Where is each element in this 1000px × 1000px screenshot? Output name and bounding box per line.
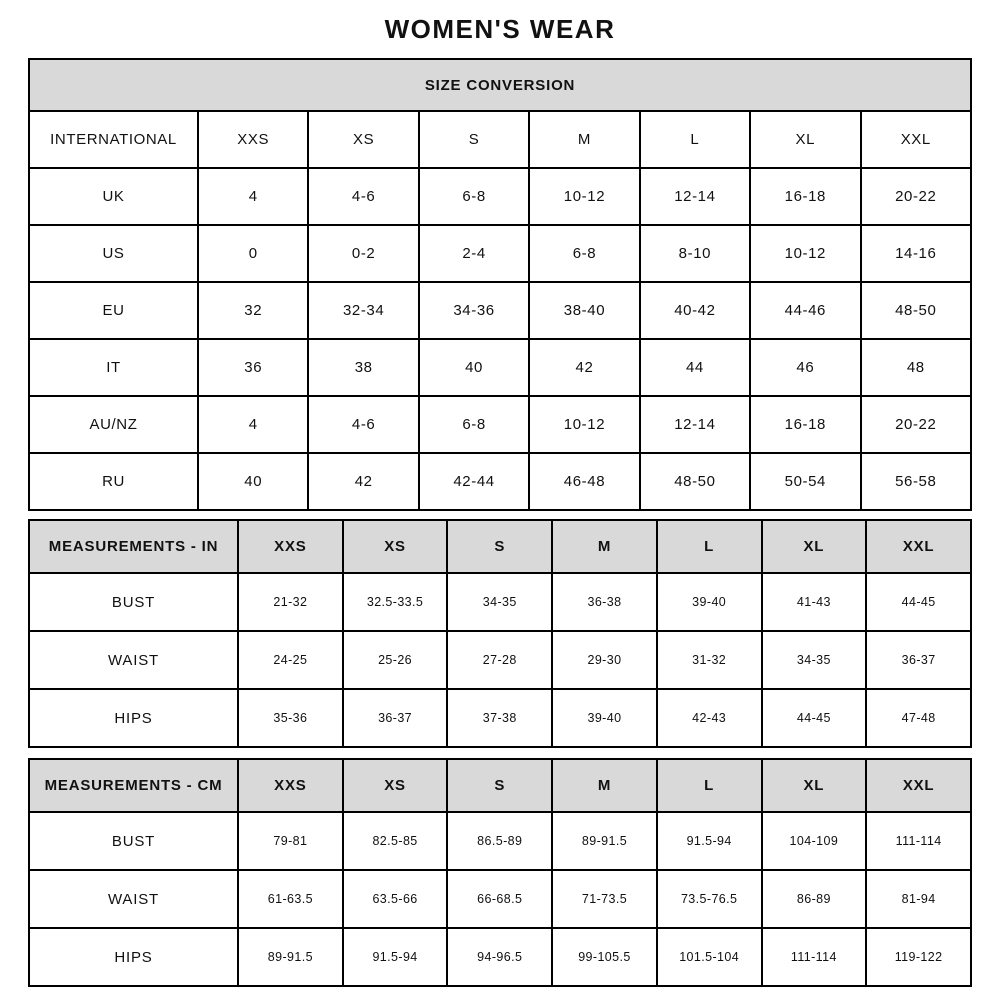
size-conversion-title: SIZE CONVERSION (29, 59, 971, 111)
header-m: M (529, 111, 639, 168)
size-cell: 10-12 (529, 396, 639, 453)
measurement-cell: 32.5-33.5 (343, 573, 448, 631)
size-cell: 6-8 (419, 396, 529, 453)
header-l: L (657, 520, 762, 573)
size-cell: 0-2 (308, 225, 418, 282)
table-row-waist-cm (29, 870, 971, 928)
row-label: BUST (29, 812, 238, 870)
measurement-cell: 99-105.5 (552, 928, 657, 986)
size-cell: 20-22 (861, 396, 971, 453)
header-xxs: XXS (238, 759, 343, 812)
header-xxl: XXL (866, 759, 971, 812)
measurement-cell: 39-40 (657, 573, 762, 631)
size-cell: 46-48 (529, 453, 639, 510)
header-xxs: XXS (198, 111, 308, 168)
measurement-cell: 111-114 (866, 812, 971, 870)
size-cell: 6-8 (529, 225, 639, 282)
measurement-cell: 73.5-76.5 (657, 870, 762, 928)
size-cell: 50-54 (750, 453, 860, 510)
measurement-cell: 37-38 (447, 689, 552, 747)
size-cell: 16-18 (750, 396, 860, 453)
measurement-cell: 119-122 (866, 928, 971, 986)
measurement-cell: 29-30 (552, 631, 657, 689)
header-xs: XS (308, 111, 418, 168)
table-row-uk (29, 168, 971, 225)
size-cell: 40-42 (640, 282, 750, 339)
header-m: M (552, 520, 657, 573)
measurements-in-header-row (29, 520, 971, 573)
measurement-cell: 63.5-66 (343, 870, 448, 928)
measurement-cell: 24-25 (238, 631, 343, 689)
size-cell: 12-14 (640, 168, 750, 225)
measurement-cell: 71-73.5 (552, 870, 657, 928)
row-label: UK (29, 168, 198, 225)
size-cell: 14-16 (861, 225, 971, 282)
header-l: L (657, 759, 762, 812)
size-cell: 38 (308, 339, 418, 396)
measurement-cell: 27-28 (447, 631, 552, 689)
measurement-cell: 44-45 (762, 689, 867, 747)
size-cell: 4 (198, 396, 308, 453)
header-s: S (419, 111, 529, 168)
row-label: RU (29, 453, 198, 510)
measurement-cell: 44-45 (866, 573, 971, 631)
measurement-cell: 41-43 (762, 573, 867, 631)
size-cell: 16-18 (750, 168, 860, 225)
size-cell: 10-12 (529, 168, 639, 225)
table-row-hips-in (29, 689, 971, 747)
header-xl: XL (750, 111, 860, 168)
table-row-aunz (29, 396, 971, 453)
size-cell: 34-36 (419, 282, 529, 339)
measurements-in-title: MEASUREMENTS - IN (29, 520, 238, 573)
size-cell: 56-58 (861, 453, 971, 510)
table-row-ru (29, 453, 971, 510)
header-m: M (552, 759, 657, 812)
measurement-cell: 82.5-85 (343, 812, 448, 870)
size-cell: 46 (750, 339, 860, 396)
measurement-cell: 36-37 (343, 689, 448, 747)
size-cell: 6-8 (419, 168, 529, 225)
header-xxl: XXL (861, 111, 971, 168)
row-label: US (29, 225, 198, 282)
table-title-row (29, 59, 971, 111)
header-s: S (447, 520, 552, 573)
header-international: INTERNATIONAL (29, 111, 198, 168)
measurements-cm-title: MEASUREMENTS - CM (29, 759, 238, 812)
size-cell: 40 (419, 339, 529, 396)
measurements-cm-header-row (29, 759, 971, 812)
measurement-cell: 47-48 (866, 689, 971, 747)
table-row-bust-cm (29, 812, 971, 870)
table-row-us (29, 225, 971, 282)
table-row-hips-cm (29, 928, 971, 986)
measurement-cell: 36-37 (866, 631, 971, 689)
size-cell: 36 (198, 339, 308, 396)
table-row-it (29, 339, 971, 396)
page-title: WOMEN'S WEAR (384, 14, 616, 44)
header-s: S (447, 759, 552, 812)
size-cell: 2-4 (419, 225, 529, 282)
measurements-cm-table (28, 758, 972, 987)
size-cell: 12-14 (640, 396, 750, 453)
table-row-eu (29, 282, 971, 339)
size-cell: 44-46 (750, 282, 860, 339)
measurement-cell: 91.5-94 (343, 928, 448, 986)
measurements-in-table (28, 519, 972, 748)
measurement-cell: 34-35 (762, 631, 867, 689)
measurement-cell: 35-36 (238, 689, 343, 747)
measurement-cell: 79-81 (238, 812, 343, 870)
row-label: WAIST (29, 870, 238, 928)
measurement-cell: 39-40 (552, 689, 657, 747)
row-label: BUST (29, 573, 238, 631)
size-cell: 20-22 (861, 168, 971, 225)
size-cell: 4-6 (308, 396, 418, 453)
row-label: HIPS (29, 928, 238, 986)
size-cell: 40 (198, 453, 308, 510)
measurement-cell: 86-89 (762, 870, 867, 928)
size-cell: 44 (640, 339, 750, 396)
row-label: EU (29, 282, 198, 339)
size-cell: 4-6 (308, 168, 418, 225)
measurement-cell: 61-63.5 (238, 870, 343, 928)
measurement-cell: 104-109 (762, 812, 867, 870)
size-cell: 32-34 (308, 282, 418, 339)
size-conversion-table (28, 58, 972, 511)
table-row-waist-in (29, 631, 971, 689)
measurement-cell: 101.5-104 (657, 928, 762, 986)
table-row-bust-in (29, 573, 971, 631)
size-header-row (29, 111, 971, 168)
measurement-cell: 81-94 (866, 870, 971, 928)
header-xxl: XXL (866, 520, 971, 573)
measurement-cell: 42-43 (657, 689, 762, 747)
header-l: L (640, 111, 750, 168)
measurement-cell: 86.5-89 (447, 812, 552, 870)
header-xs: XS (343, 759, 448, 812)
measurement-cell: 36-38 (552, 573, 657, 631)
measurement-cell: 111-114 (762, 928, 867, 986)
row-label: HIPS (29, 689, 238, 747)
row-label: WAIST (29, 631, 238, 689)
size-cell: 8-10 (640, 225, 750, 282)
size-cell: 38-40 (529, 282, 639, 339)
header-xl: XL (762, 759, 867, 812)
size-cell: 42-44 (419, 453, 529, 510)
size-cell: 42 (308, 453, 418, 510)
measurement-cell: 34-35 (447, 573, 552, 631)
measurement-cell: 91.5-94 (657, 812, 762, 870)
size-cell: 0 (198, 225, 308, 282)
row-label: IT (29, 339, 198, 396)
size-cell: 32 (198, 282, 308, 339)
header-xxs: XXS (238, 520, 343, 573)
measurement-cell: 31-32 (657, 631, 762, 689)
measurement-cell: 25-26 (343, 631, 448, 689)
size-cell: 48 (861, 339, 971, 396)
size-cell: 48-50 (861, 282, 971, 339)
size-cell: 42 (529, 339, 639, 396)
measurement-cell: 89-91.5 (552, 812, 657, 870)
row-label: AU/NZ (29, 396, 198, 453)
measurement-cell: 89-91.5 (238, 928, 343, 986)
header-xl: XL (762, 520, 867, 573)
measurement-cell: 21-32 (238, 573, 343, 631)
size-cell: 4 (198, 168, 308, 225)
measurement-cell: 94-96.5 (447, 928, 552, 986)
size-cell: 48-50 (640, 453, 750, 510)
header-xs: XS (343, 520, 448, 573)
measurement-cell: 66-68.5 (447, 870, 552, 928)
size-cell: 10-12 (750, 225, 860, 282)
